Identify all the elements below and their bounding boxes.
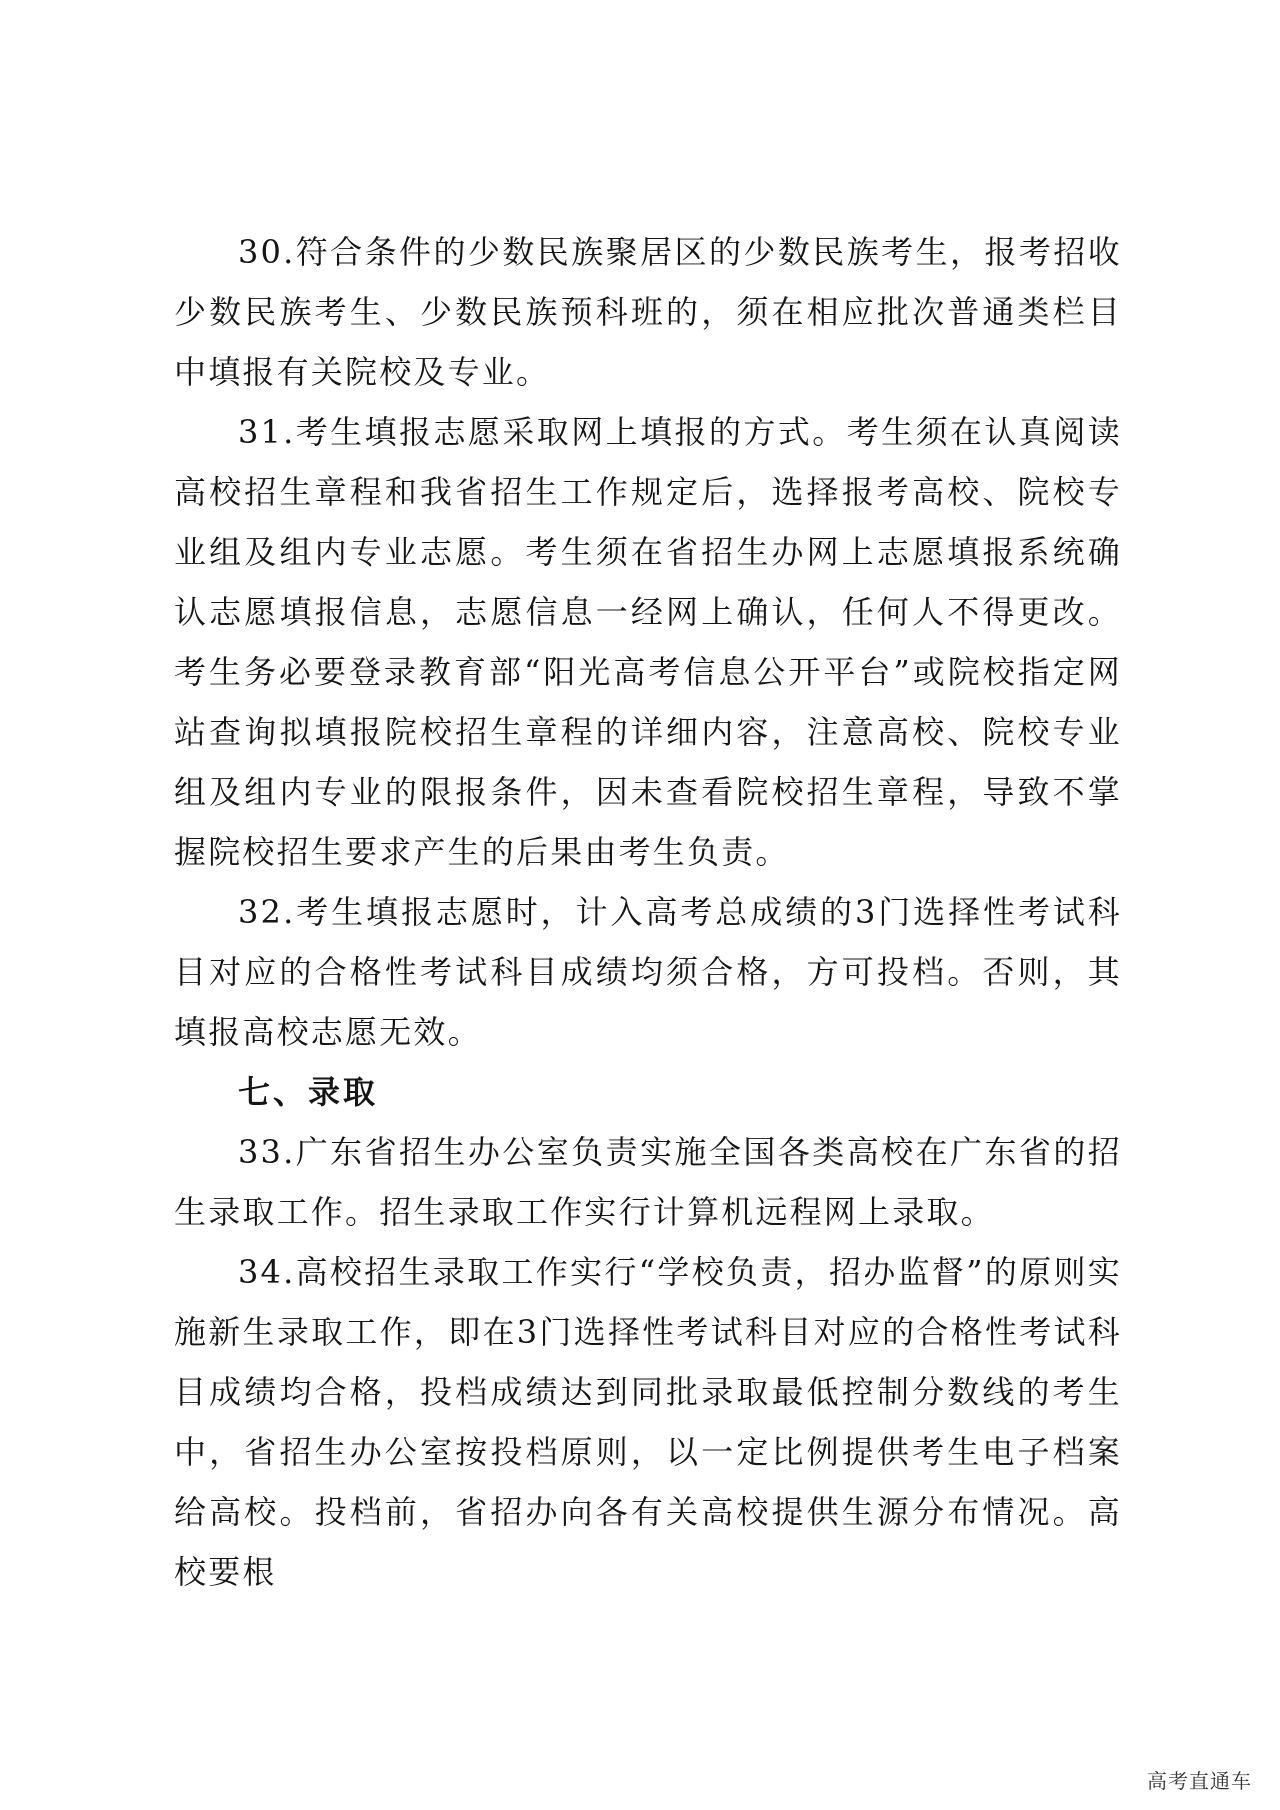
paragraph-33: 33.广东省招生办公室负责实施全国各类高校在广东省的招生录取工作。招生录取工作实行计算机远程网上录取。 [174,1133,1122,1231]
paragraph-34: 34.高校招生录取工作实行“学校负责，招办监督”的原则实施新生录取工作，即在3门选择性考试科目对应的合格性考试科目成绩均合格，投档成绩达到同批录取最低控制分数线的考生中，省招生办公室按投档原则，以一定比例提供考生电子档案给高校。投档前，省招办向各有关高校提供生源分布情况。高校要根 [174,1253,1122,1591]
watermark-text: 高考直通车 [1147,1769,1252,1793]
paragraph-32: 32.考生填报志愿时，计入高考总成绩的3门选择性考试科目对应的合格性考试科目成绩均须合格，方可投档。否则，其填报高校志愿无效。 [174,893,1122,1051]
paragraph-30: 30.符合条件的少数民族聚居区的少数民族考生，报考招收少数民族考生、少数民族预科班的，须在相应批次普通类栏目中填报有关院校及专业。 [174,233,1122,391]
document-body [174,222,1122,1602]
section-heading-admission: 七、录取 [238,1073,379,1111]
paragraph-31: 31.考生填报志愿采取网上填报的方式。考生须在认真阅读高校招生章程和我省招生工作规定后，选择报考高校、院校专业组及组内专业志愿。考生须在省招生办网上志愿填报系统确认志愿填报信息，志愿信息一经网上确认，任何人不得更改。考生务必要登录教育部“阳光高考信息公开平台”或院校指定网站查询拟填报院校招生章程的详细内容，注意高校、院校专业组及组内专业的限报条件，因未查看院校招生章程，导致不掌握院校招生要求产生的后果由考生负责。 [174,413,1122,871]
